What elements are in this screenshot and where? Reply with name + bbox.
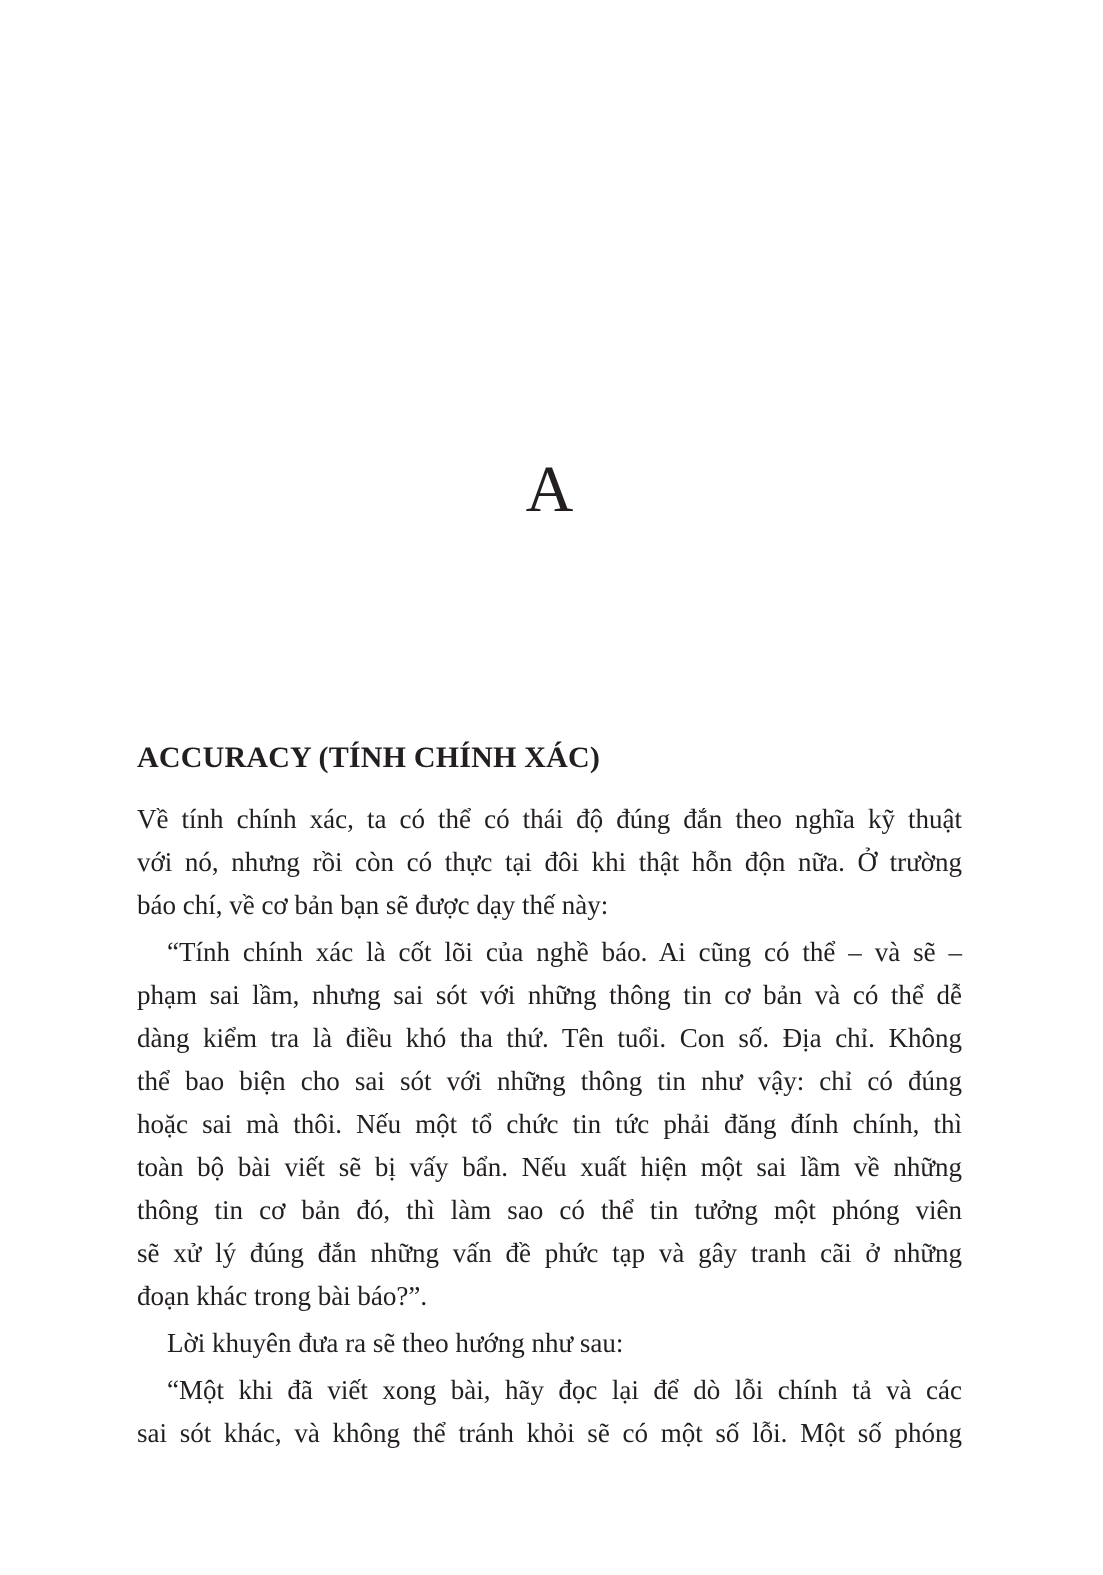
entry-heading: ACCURACY (TÍNH CHÍNH XÁC) xyxy=(137,741,601,774)
body-line: toàn bộ bài viết sẽ bị vấy bẩn. Nếu xuất hiện một sai lầm về những xyxy=(137,1152,962,1182)
body-line: phạm sai lầm, nhưng sai sót với những thông tin cơ bản và có thể dễ xyxy=(137,980,962,1010)
body-line: Về tính chính xác, ta có thể có thái độ đúng đắn theo nghĩa kỹ thuật xyxy=(137,804,962,834)
paragraph xyxy=(137,1369,962,1455)
body-line: báo chí, về cơ bản bạn sẽ được dạy thế này: xyxy=(137,890,609,920)
body-line: dàng kiểm tra là điều khó tha thứ. Tên tuổi. Con số. Địa chỉ. Không xyxy=(137,1023,962,1053)
paragraph xyxy=(137,931,962,1318)
body-line: thông tin cơ bản đó, thì làm sao có thể tin tưởng một phóng viên xyxy=(137,1195,962,1225)
body-line: thể bao biện cho sai sót với những thông tin như vậy: chỉ có đúng xyxy=(137,1066,962,1096)
body-line: Lời khuyên đưa ra sẽ theo hướng như sau: xyxy=(167,1328,624,1358)
body-line: “Tính chính xác là cốt lõi của nghề báo. Ai cũng có thể – và sẽ – xyxy=(167,937,962,967)
body-line: “Một khi đã viết xong bài, hãy đọc lại để dò lỗi chính tả và các xyxy=(167,1375,962,1405)
body-text xyxy=(137,798,962,1455)
body-line: sẽ xử lý đúng đắn những vấn đề phức tạp và gây tranh cãi ở những xyxy=(137,1238,962,1268)
paragraph xyxy=(137,1322,962,1365)
body-line: đoạn khác trong bài báo?”. xyxy=(137,1281,428,1311)
body-line: hoặc sai mà thôi. Nếu một tổ chức tin tức phải đăng đính chính, thì xyxy=(137,1109,962,1139)
body-line: với nó, nhưng rồi còn có thực tại đôi khi thật hỗn độn nữa. Ở trường xyxy=(137,847,962,877)
paragraph xyxy=(137,798,962,927)
section-letter: A xyxy=(525,453,574,526)
body-line: sai sót khác, và không thể tránh khỏi sẽ có một số lỗi. Một số phóng xyxy=(137,1418,962,1448)
